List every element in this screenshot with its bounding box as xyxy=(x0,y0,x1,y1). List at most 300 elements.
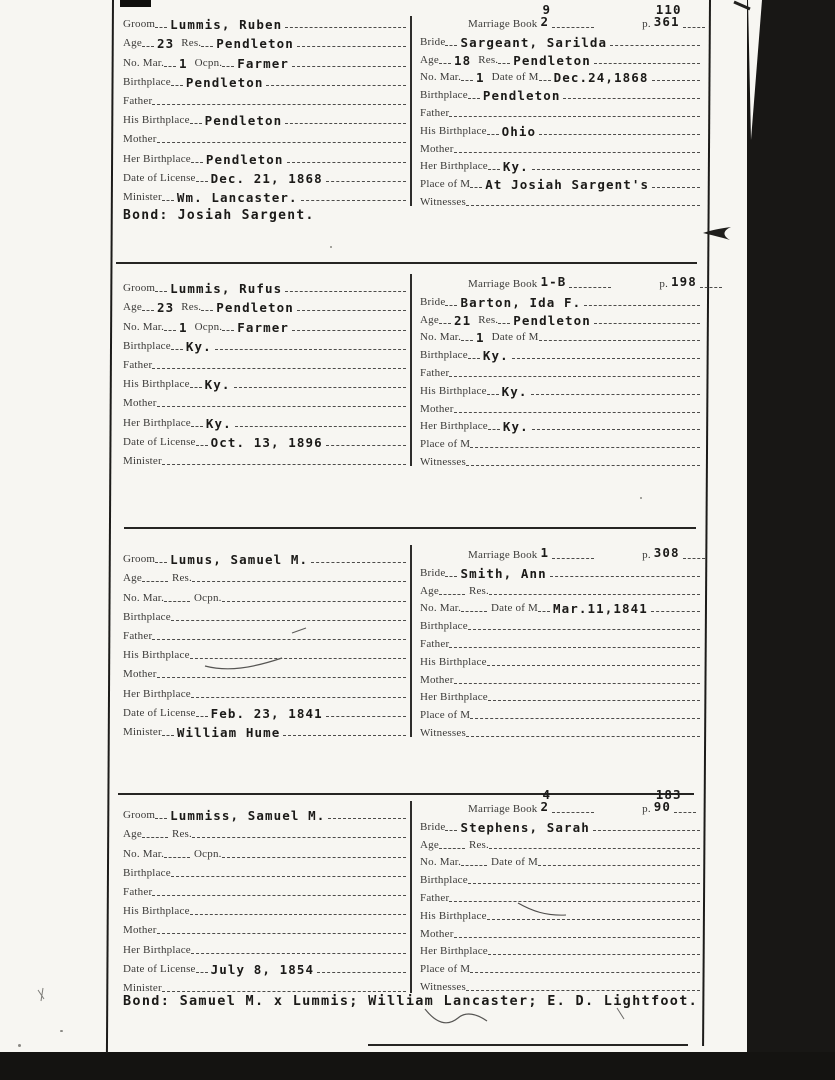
field-row xyxy=(123,701,406,720)
dashed-leader xyxy=(328,817,406,819)
dashed-leader xyxy=(157,676,406,678)
field-row xyxy=(123,127,406,146)
field-row xyxy=(420,976,700,994)
field-row xyxy=(123,50,406,69)
field-row xyxy=(420,562,700,580)
field-row xyxy=(123,585,406,604)
field-label: Res. xyxy=(478,313,499,326)
dashed-leader xyxy=(538,610,550,612)
dashed-leader xyxy=(222,65,234,67)
field-label: Mother xyxy=(420,673,454,686)
dashed-leader xyxy=(157,932,406,934)
field-row xyxy=(123,276,406,295)
book-page-number xyxy=(651,787,682,816)
field-label: Her Birthplace xyxy=(420,691,488,704)
field-value: Oct. 13, 1896 xyxy=(210,434,323,450)
dashed-leader xyxy=(532,168,700,170)
field-value: At Josiah Sargent's xyxy=(485,177,650,193)
dashed-leader xyxy=(466,464,700,466)
field-row xyxy=(420,816,700,834)
dashed-leader xyxy=(552,557,594,559)
field-value: 2 xyxy=(540,14,550,29)
dashed-leader xyxy=(466,735,700,737)
field-value: 21 xyxy=(453,312,472,328)
field-label: Ocpn. xyxy=(194,56,223,69)
groom-section xyxy=(123,12,406,204)
dashed-leader xyxy=(297,45,406,47)
dashed-leader xyxy=(550,575,700,577)
field-value: 90 xyxy=(653,799,672,814)
dashed-leader xyxy=(652,186,700,188)
field-label: Birthplace xyxy=(123,339,171,352)
field-row xyxy=(420,633,700,651)
dashed-leader xyxy=(594,322,700,324)
dashed-leader xyxy=(155,290,167,292)
field-label: Date of License xyxy=(123,435,196,448)
field-value: July 8, 1854 xyxy=(210,961,315,977)
field-row xyxy=(123,70,406,89)
field-value: 18 xyxy=(453,52,472,68)
field-row xyxy=(420,834,700,852)
bride-section xyxy=(412,2,700,209)
field-label: Father xyxy=(123,885,153,898)
dashed-leader xyxy=(700,286,722,288)
dashed-leader xyxy=(196,444,208,446)
overstruck-number: 4 xyxy=(542,787,552,802)
field-value: Dec. 21, 1868 xyxy=(210,170,323,186)
field-row xyxy=(420,615,700,633)
field-row xyxy=(420,156,700,174)
field-label: His Birthplace xyxy=(123,905,190,918)
dashed-leader xyxy=(164,600,190,602)
field-value: 1 xyxy=(476,70,485,86)
groom-section xyxy=(123,276,406,468)
field-row xyxy=(420,887,700,905)
dashed-leader xyxy=(190,657,406,659)
field-row xyxy=(420,327,700,345)
page-label: p. xyxy=(642,803,651,815)
field-label: Birthplace xyxy=(123,75,171,88)
field-row xyxy=(123,295,406,314)
field-label: Age xyxy=(123,37,142,50)
dashed-leader xyxy=(552,26,594,28)
field-label: Mother xyxy=(420,402,454,415)
field-value: 308 xyxy=(653,545,680,560)
dashed-leader xyxy=(498,322,510,324)
field-label: Place of M xyxy=(420,963,471,976)
dashed-leader xyxy=(487,918,700,920)
field-label: Age xyxy=(123,572,142,585)
field-label: His Birthplace xyxy=(420,655,487,668)
field-value: Sargeant, Sarilda xyxy=(460,34,608,50)
field-row xyxy=(420,580,700,598)
field-label: Place of M xyxy=(420,438,471,451)
field-row xyxy=(123,410,406,429)
field-label: Date of M xyxy=(491,331,539,344)
scan-corner-mark xyxy=(120,0,151,7)
field-value: Pendleton xyxy=(205,151,284,167)
field-row xyxy=(123,334,406,353)
field-label: Father xyxy=(420,891,450,904)
field-label: Father xyxy=(420,106,450,119)
field-row xyxy=(420,49,700,67)
field-label: His Birthplace xyxy=(420,124,487,137)
overstruck-number: 110 xyxy=(655,2,682,17)
field-label: Father xyxy=(123,629,153,642)
dashed-leader xyxy=(235,425,406,427)
dashed-leader xyxy=(297,309,406,311)
book-page-number xyxy=(668,273,700,291)
dashed-leader xyxy=(552,811,594,813)
field-row xyxy=(123,918,406,937)
field-row xyxy=(123,841,406,860)
field-label: Mother xyxy=(123,668,157,681)
dashed-leader xyxy=(164,856,190,858)
field-row xyxy=(123,937,406,956)
field-label: Her Birthplace xyxy=(123,943,191,956)
field-row xyxy=(123,391,406,410)
field-value: 1 xyxy=(179,55,188,71)
dashed-leader xyxy=(152,367,406,369)
dashed-leader xyxy=(468,882,700,884)
dashed-leader xyxy=(674,811,696,813)
dashed-leader xyxy=(487,664,700,666)
dashed-leader xyxy=(449,900,700,902)
field-value: Pendleton xyxy=(216,36,294,52)
field-label: Age xyxy=(420,584,439,597)
field-row xyxy=(420,84,700,102)
dashed-leader xyxy=(162,990,406,992)
field-label: Place of M xyxy=(420,709,471,722)
field-row xyxy=(420,651,700,669)
field-row xyxy=(420,31,700,49)
dashed-leader xyxy=(171,84,183,86)
field-label: Mother xyxy=(123,397,157,410)
field-row xyxy=(420,344,700,362)
dashed-leader xyxy=(512,357,700,359)
dashed-leader xyxy=(488,953,700,955)
field-row xyxy=(123,372,406,391)
dashed-leader xyxy=(454,411,700,413)
field-label: No. Mar. xyxy=(420,71,462,84)
field-value: 2 xyxy=(540,799,550,814)
page-label: p. xyxy=(642,18,651,30)
field-label: Father xyxy=(123,94,153,107)
dashed-leader xyxy=(152,894,406,896)
field-label: Birthplace xyxy=(420,874,468,887)
dashed-leader xyxy=(192,580,406,582)
dashed-leader xyxy=(162,463,406,465)
dashed-leader xyxy=(155,817,167,819)
field-value: Ky. xyxy=(502,419,529,435)
field-row xyxy=(123,643,406,662)
groom-section xyxy=(123,547,406,739)
field-value: Ky. xyxy=(204,377,231,393)
field-row xyxy=(420,138,700,156)
field-value: Barton, Ida F. xyxy=(460,294,582,310)
dashed-leader xyxy=(285,122,406,124)
field-row xyxy=(420,923,700,941)
field-label: Res. xyxy=(171,828,192,841)
field-label: No. Mar. xyxy=(420,331,462,344)
dashed-leader xyxy=(191,425,203,427)
bride-section xyxy=(412,543,700,740)
dashed-leader xyxy=(445,304,457,306)
dashed-leader xyxy=(488,699,700,701)
field-row xyxy=(123,899,406,918)
dashed-leader xyxy=(201,309,213,311)
field-label: Ocpn. xyxy=(194,320,223,333)
dashed-leader xyxy=(142,836,168,838)
field-row xyxy=(123,547,406,566)
field-row xyxy=(123,430,406,449)
page-label: p. xyxy=(642,549,651,561)
field-label: Minister xyxy=(123,981,162,994)
field-row xyxy=(420,309,700,327)
field-label: Date of M xyxy=(491,856,539,869)
field-label: Birthplace xyxy=(123,610,171,623)
dashed-leader xyxy=(683,557,705,559)
dashed-leader xyxy=(155,26,167,28)
field-value: Wm. Lancaster. xyxy=(176,189,298,205)
field-label: Groom xyxy=(123,282,156,295)
dashed-leader xyxy=(584,304,700,306)
dashed-leader xyxy=(222,600,406,602)
dashed-leader xyxy=(563,97,700,99)
dashed-leader xyxy=(569,286,611,288)
dashed-leader xyxy=(439,62,451,64)
field-label: Ocpn. xyxy=(194,591,222,604)
field-label: Date of License xyxy=(123,962,196,975)
margin-mark xyxy=(38,988,44,1001)
dashed-leader xyxy=(196,715,208,717)
dashed-leader xyxy=(157,405,406,407)
field-label: No. Mar. xyxy=(123,56,165,69)
field-label: Minister xyxy=(123,190,162,203)
field-label: Bride xyxy=(420,820,446,833)
dashed-leader xyxy=(449,646,700,648)
bond-line: Bond: Josiah Sargent. xyxy=(123,208,315,223)
dashed-leader xyxy=(171,348,183,350)
field-row xyxy=(420,120,700,138)
dashed-leader xyxy=(466,204,700,206)
book-page-number xyxy=(651,2,683,31)
dashed-leader xyxy=(454,936,700,938)
dashed-leader xyxy=(683,26,705,28)
dashed-leader xyxy=(285,290,406,292)
book-page-number xyxy=(651,544,683,562)
dashed-leader xyxy=(285,26,406,28)
field-row xyxy=(123,861,406,880)
field-label: His Birthplace xyxy=(123,114,190,127)
dashed-leader xyxy=(152,103,406,105)
dust-speck xyxy=(640,497,642,499)
dashed-leader xyxy=(164,65,176,67)
dust-speck xyxy=(18,1044,21,1047)
field-value: Pendleton xyxy=(185,74,264,90)
dashed-leader xyxy=(326,180,406,182)
dust-speck xyxy=(60,1030,63,1032)
dashed-leader xyxy=(454,682,700,684)
dashed-leader xyxy=(287,161,407,163)
field-row xyxy=(123,822,406,841)
field-value: 361 xyxy=(653,14,680,29)
field-label: Groom xyxy=(123,18,156,31)
field-label: Res. xyxy=(478,53,499,66)
dashed-leader xyxy=(191,952,406,954)
dashed-leader xyxy=(489,847,700,849)
card-rule xyxy=(368,1044,688,1046)
field-value: Pendleton xyxy=(513,312,591,328)
field-label: Mother xyxy=(420,142,454,155)
dashed-leader xyxy=(196,971,208,973)
field-label: Res. xyxy=(468,838,489,851)
field-row xyxy=(420,669,700,687)
field-value: Farmer xyxy=(237,55,289,71)
dashed-leader xyxy=(215,348,406,350)
dashed-leader xyxy=(468,97,480,99)
field-label: Res. xyxy=(171,572,192,585)
field-label: His Birthplace xyxy=(420,909,487,922)
dashed-leader xyxy=(488,168,500,170)
record-card xyxy=(113,787,710,1012)
field-row xyxy=(420,291,700,309)
field-row xyxy=(420,173,700,191)
dashed-leader xyxy=(439,322,451,324)
dashed-leader xyxy=(445,575,457,577)
field-value: Lummis, Rufus xyxy=(170,281,283,297)
field-row xyxy=(123,89,406,108)
field-row xyxy=(420,958,700,976)
bond-line: Bond: Samuel M. x Lummis; William Lancaster; E. D. Lightfoot. xyxy=(123,993,699,1009)
dashed-leader xyxy=(449,375,700,377)
field-value: Pendleton xyxy=(482,88,561,104)
record-card xyxy=(113,272,710,487)
book-page-number xyxy=(538,273,570,291)
field-label: Bride xyxy=(420,295,446,308)
field-value: Ohio xyxy=(501,123,537,139)
field-label: Res. xyxy=(468,584,489,597)
field-label: Witnesses xyxy=(420,726,466,739)
field-value: 1 xyxy=(476,330,485,346)
field-value: Pendleton xyxy=(216,300,294,316)
field-label: His Birthplace xyxy=(123,649,190,662)
field-label: Mother xyxy=(123,924,157,937)
field-value: Ky. xyxy=(185,338,212,354)
dashed-leader xyxy=(222,329,234,331)
dashed-leader xyxy=(311,561,406,563)
dashed-leader xyxy=(498,62,510,64)
field-value: Mar.11,1841 xyxy=(553,601,648,617)
dashed-leader xyxy=(162,734,174,736)
field-label: Mother xyxy=(123,133,157,146)
dashed-leader xyxy=(142,45,154,47)
dashed-leader xyxy=(461,79,473,81)
dashed-leader xyxy=(489,593,700,595)
dashed-leader xyxy=(190,386,202,388)
field-value: 1-B xyxy=(540,274,567,289)
field-label: Res. xyxy=(181,37,202,50)
marriage-book-label: Marriage Book xyxy=(468,803,538,815)
dashed-leader xyxy=(532,428,700,430)
field-value: 1 xyxy=(179,319,188,335)
marriage-book-label: Marriage Book xyxy=(468,18,538,30)
marriage-book-label: Marriage Book xyxy=(468,549,538,561)
field-row xyxy=(123,803,406,822)
dashed-leader xyxy=(171,875,406,877)
dashed-leader xyxy=(610,44,700,46)
field-value: Feb. 23, 1841 xyxy=(210,705,323,721)
dashed-leader xyxy=(439,847,465,849)
dashed-leader xyxy=(487,133,499,135)
field-label: Date of License xyxy=(123,706,196,719)
field-label: No. Mar. xyxy=(123,320,165,333)
field-value: Lummiss, Samuel M. xyxy=(170,808,326,824)
dashed-leader xyxy=(162,199,174,201)
field-label: Birthplace xyxy=(123,866,171,879)
dashed-leader xyxy=(266,84,406,86)
field-label: No. Mar. xyxy=(123,591,165,604)
dashed-leader xyxy=(142,580,168,582)
field-label: Her Birthplace xyxy=(420,420,488,433)
dashed-leader xyxy=(142,309,154,311)
dashed-leader xyxy=(234,386,406,388)
card-rule xyxy=(116,262,697,264)
dashed-leader xyxy=(539,79,551,81)
field-row xyxy=(123,605,406,624)
field-value: 23 xyxy=(156,300,175,316)
field-row xyxy=(123,449,406,468)
dashed-leader xyxy=(152,638,406,640)
field-label: No. Mar. xyxy=(420,602,462,615)
field-value: Stephens, Sarah xyxy=(460,819,590,835)
field-label: Age xyxy=(420,838,439,851)
field-label: Birthplace xyxy=(420,620,468,633)
bride-section xyxy=(412,787,700,994)
field-label: His Birthplace xyxy=(420,384,487,397)
dashed-leader xyxy=(470,446,700,448)
overstruck-number: 183 xyxy=(655,787,682,802)
dashed-leader xyxy=(470,971,700,973)
dashed-leader xyxy=(292,65,406,67)
dashed-leader xyxy=(171,619,406,621)
field-row xyxy=(123,108,406,127)
book-page-number xyxy=(538,544,553,562)
field-label: Father xyxy=(420,366,450,379)
book-page-number xyxy=(538,787,553,816)
field-label: Date of License xyxy=(123,171,196,184)
dashed-leader xyxy=(326,444,406,446)
field-row xyxy=(420,704,700,722)
dashed-leader xyxy=(191,161,203,163)
dashed-leader xyxy=(191,696,406,698)
field-label: Age xyxy=(420,53,439,66)
field-label: Date of M xyxy=(491,71,539,84)
field-row xyxy=(123,880,406,899)
dashed-leader xyxy=(461,610,487,612)
dashed-leader xyxy=(190,913,406,915)
dashed-leader xyxy=(157,141,406,143)
marriage-book-header xyxy=(420,272,700,291)
book-page-number xyxy=(538,2,553,31)
field-label: Birthplace xyxy=(420,89,468,102)
dashed-leader xyxy=(539,339,700,341)
dashed-leader xyxy=(201,45,213,47)
dashed-leader xyxy=(468,628,700,630)
marriage-book-header xyxy=(420,787,700,816)
field-row xyxy=(123,662,406,681)
field-label: Bride xyxy=(420,566,446,579)
